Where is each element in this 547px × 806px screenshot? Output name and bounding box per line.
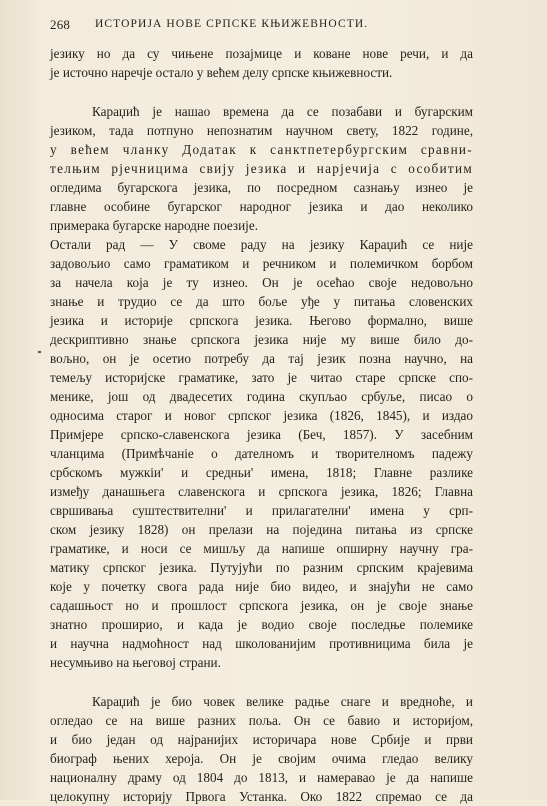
- paragraph-continuation: [50, 44, 473, 82]
- text-line: србскомъ мужкіи' и средньи' имена, 1818; Главне разлике: [50, 465, 473, 480]
- page-header: [50, 17, 475, 37]
- text-line: дескриптивно знање српскога језика није му више било до-: [50, 332, 473, 347]
- text-line: Караџић је био човек велике радње снаге и вредноће, и: [92, 694, 473, 709]
- text-line: темељу историјске граматике, зато је читао старе српске спо-: [50, 370, 473, 385]
- text-line: је источно наречје остало у већем делу српске књижевности.: [50, 65, 393, 80]
- text-line: телњим рјечницима свију језика и нарјечија с особитим: [50, 161, 473, 176]
- page-body: [50, 44, 473, 806]
- text-line: огледима бугарскога језика, по посредном сазнању изнео је: [50, 180, 473, 195]
- text-line: свршивања суштествителни' и прилагателни' имена у срп-: [50, 503, 473, 518]
- text-line: Караџић је нашао времена да се позабави и бугарским: [92, 104, 473, 119]
- text-line: између данашњега славенскога и српскога језика, 1826; Главна: [50, 484, 473, 499]
- text-line: вољно, он је осетио потребу да тај језик позна научно, на: [50, 351, 473, 366]
- text-line: односима старог и новог српског језика (1826, 1845), и издао: [50, 408, 473, 423]
- text-line: и научна надмоћност над школованијим противницима била је: [50, 636, 473, 651]
- text-line: језику но да су чињене позајмице и коване нове речи, и да: [50, 46, 473, 61]
- text-line: Остали рад — У своме раду на језику Караџић се није: [50, 237, 473, 252]
- paragraph-history: [50, 692, 473, 806]
- running-title: ИСТОРИЈА НОВЕ СРПСКЕ КЊИЖЕВНОСТИ.: [95, 18, 369, 30]
- text-line: Примјере српско-славенскога језика (Беч, 1857). У засебним: [50, 427, 473, 442]
- text-line: националну драму од 1804 до 1813, и намеравао је да напише: [50, 770, 473, 785]
- text-line: главне особине бугарског народног језика и дао неколико: [50, 199, 473, 214]
- text-line: примерака бугарске народне поезије.: [50, 218, 258, 233]
- text-line: целокупну историју Првога Устанка. Око 1822 спремао се да: [50, 789, 473, 804]
- paragraph-other-work: [50, 235, 473, 672]
- text-line: матику српског језика. Путујући по разним српским крајевима: [50, 560, 473, 575]
- text-line: знање и трудио се да што боље уђе у питања словенских: [50, 294, 473, 309]
- text-line: у већем чланку Додатак к санктпетербургским сравни-: [50, 142, 473, 157]
- text-line: садашњост но и прошлост српскога језика, он је своје знање: [50, 598, 473, 613]
- text-line: чланцима (Примѣчаніе о дателномъ и творителномъ падежу: [50, 446, 473, 461]
- text-line: за начела која је ту изнео. Он је осећао своје недовољно: [50, 275, 473, 290]
- text-line: језика и историје српскога језика. Његово формално, више: [50, 313, 473, 328]
- text-line: огледао се на више разних поља. Он се бавио и историјом,: [50, 713, 473, 728]
- paragraph-gap: [50, 82, 473, 102]
- text-line: биограф њених хероја. Он је својим очима гледао велику: [50, 751, 473, 766]
- text-line: ском језику 1828) он прелази на поједина питања из српске: [50, 522, 473, 537]
- paragraph-gap: [50, 672, 473, 692]
- paragraph-bulgarian: [50, 102, 473, 235]
- text-line: и био један од најранијих историчара нове Србије и први: [50, 732, 473, 747]
- text-line: задовољио само граматиком и речником и полемичком борбом: [50, 256, 473, 271]
- text-line: знатно проширио, и када је водио своје последње полемике: [50, 617, 473, 632]
- margin-mark: [38, 351, 41, 353]
- text-line: менике, још од двадесетих година скупљао србуље, писао о: [50, 389, 473, 404]
- text-line: језиком, тада потпуно непознатим научном свету, 1822 године,: [50, 123, 473, 138]
- text-line: граматике, и носи се мишљу да напише опширну научну гра-: [50, 541, 473, 556]
- text-line: несумњиво на његовој страни.: [50, 655, 221, 670]
- text-line: које у почетку свога рада није био видео, и знајући не само: [50, 579, 473, 594]
- page-number: 268: [50, 17, 71, 32]
